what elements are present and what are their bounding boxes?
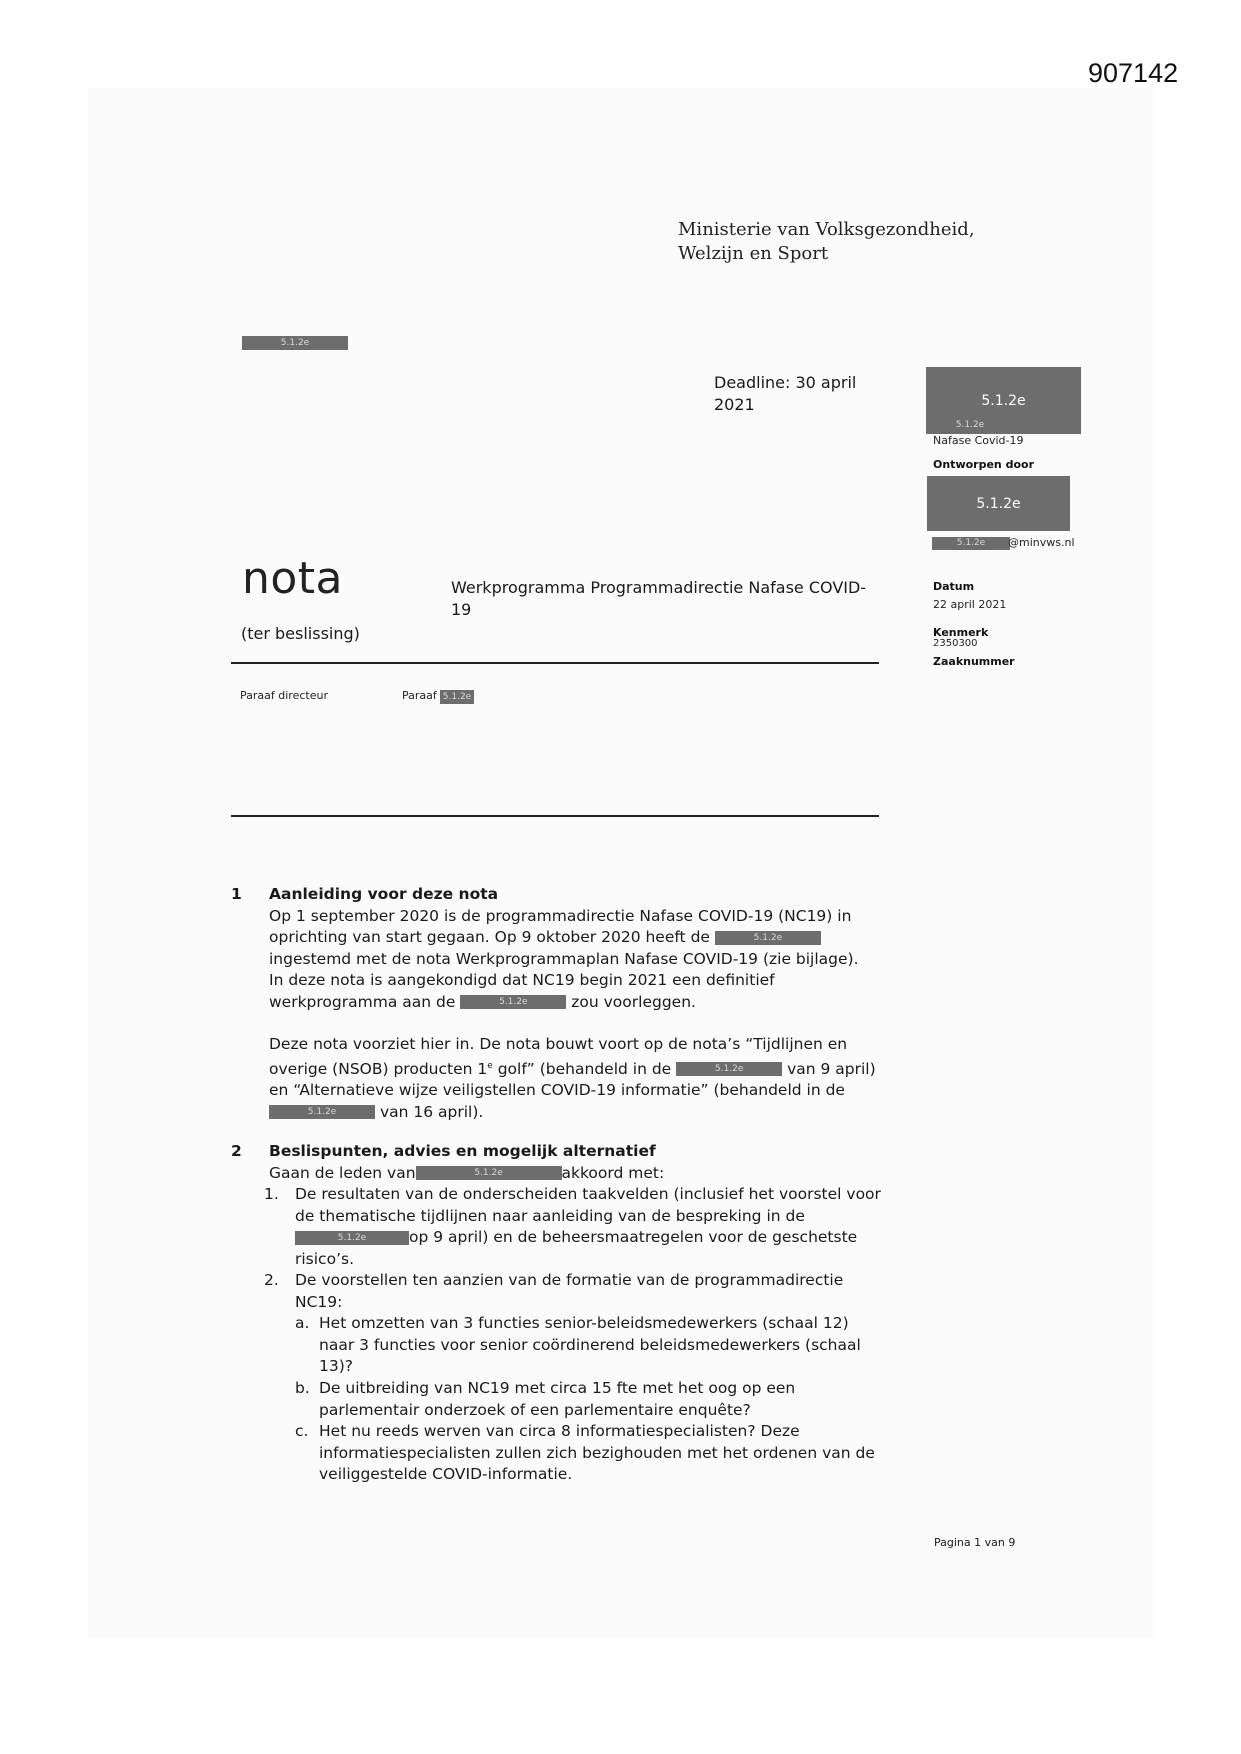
subject-line-2: 19 [451,600,472,619]
text-line: In deze nota is aangekondigd dat NC19 begin 2021 een definitief [269,971,775,989]
redaction-inline: 5.1.2e [269,1105,375,1119]
divider-bottom [231,815,879,817]
section-1-paragraph-1 [269,906,909,1014]
section-2 [231,1141,931,1481]
sidebar-date-value: 22 april 2021 [933,598,1007,611]
redaction-block: 5.1.2e [242,336,348,350]
section-1-title: Aanleiding voor deze nota [269,885,499,903]
text-line: Het nu reeds werven van circa 8 informatiespecialisten? Deze [319,1422,800,1440]
redaction-inline: 5.1.2e [460,995,566,1009]
redaction-email: 5.1.2e [932,537,1010,550]
redaction-code: 5.1.2e [976,495,1021,512]
text-line: veiliggestelde COVID-informatie. [319,1465,573,1483]
sidebar-case-label: Zaaknummer [933,655,1015,668]
section-2-title: Beslispunten, advies en mogelijk alternatief [269,1142,656,1160]
text-line: parlementair onderzoek of een parlementaire enquête? [319,1400,751,1419]
text-line: NC19: [295,1292,343,1311]
deadline-line-2: 2021 [714,395,755,414]
text-line: overige (NSOB) producten 1e golf” (behandeld in de 5.1.2e van 9 april) [269,1059,876,1078]
paraaf-other: Paraaf [402,689,437,702]
page-number: Pagina 1 van 9 [934,1536,1016,1549]
sidebar-date-label: Datum [933,580,975,593]
text-line: Het omzetten van 3 functies senior-beleidsmedewerkers (schaal 12) [319,1314,849,1332]
list-marker: 2. [264,1271,279,1289]
section-2-intro: Gaan de leden van 5.1.2e akkoord met: [269,1163,665,1182]
text-line: risico’s. [295,1249,354,1268]
list-marker: a. [295,1314,310,1332]
list-item-2a [319,1313,939,1378]
text-line: 5.1.2e van 16 april). [269,1102,909,1124]
list-item-2 [295,1270,935,1313]
ministry-line-1: Ministerie van Volksgezondheid, [678,219,975,240]
document-number: 907142 [1088,58,1179,88]
sidebar-reference-value: 2350300 [933,638,978,649]
redaction-inline: 5.1.2e [715,931,821,945]
sidebar-designed-by-label: Ontworpen door [933,458,1034,471]
list-marker: c. [295,1422,309,1440]
text-line: 13)? [319,1357,353,1375]
text-line: ingestemd met de nota Werkprogrammaplan Nafase COVID-19 (zie bijlage). [269,949,859,968]
list-marker: 1. [264,1185,279,1203]
text-line: naar 3 functies voor senior coördinerend beleidsmedewerkers (schaal [319,1335,861,1354]
list-item-1 [295,1184,935,1270]
divider-top [231,662,879,664]
text-line: 5.1.2e op 9 april) en de beheersmaatregelen voor de geschetste [295,1227,935,1249]
text-line: werkprogramma aan de 5.1.2e zou voorleggen. [269,992,696,1011]
redaction-code: 5.1.2e [981,392,1026,409]
paraaf-director: Paraaf directeur [240,689,328,702]
redaction-inline: 5.1.2e [416,1166,562,1180]
text-line: De voorstellen ten aanzien van de formatie van de programmadirectie [295,1271,844,1289]
sidebar-reference-label: Kenmerk [933,626,989,639]
text-line: De resultaten van de onderscheiden taakvelden (inclusief het voorstel voor [295,1185,881,1203]
document-purpose: (ter beslissing) [241,624,360,643]
list-marker: b. [295,1379,310,1397]
sidebar-email-suffix: @minvws.nl [1008,536,1075,549]
section-1 [231,884,931,1124]
section-1-paragraph-2 [269,1034,909,1123]
sidebar-department: Nafase Covid-19 [933,434,1024,447]
list-item-2b [319,1378,939,1421]
text-line: Op 1 september 2020 is de programmadirectie Nafase COVID-19 (NC19) in [269,906,852,925]
text-line: informatiespecialisten zullen zich bezighouden met het ordenen van de [319,1443,875,1462]
section-1-number: 1 [231,885,242,903]
document-type-title: nota [242,553,344,604]
ministry-line-2: Welzijn en Sport [678,243,829,264]
redaction-inline: 5.1.2e [676,1062,782,1076]
subject [451,577,881,621]
subject-line-1: Werkprogramma Programmadirectie Nafase COVID- [451,578,867,597]
redaction-block-sidebar-2 [927,476,1070,531]
list-item-2c [319,1421,939,1486]
text-line: de thematische tijdlijnen naar aanleiding van de bespreking in de [295,1206,805,1225]
deadline [714,372,884,416]
text-line: Deze nota voorziet hier in. De nota bouwt voort op de nota’s “Tijdlijnen en [269,1035,848,1053]
text-line: oprichting van start gegaan. Op 9 oktober 2020 heeft de 5.1.2e [269,927,909,949]
section-2-number: 2 [231,1142,242,1160]
ministry-logo-text [678,218,975,266]
text-line: De uitbreiding van NC19 met circa 15 fte met het oog op een [319,1379,796,1397]
redaction-paraaf: 5.1.2e [440,690,474,704]
redaction-small-label: 5.1.2e [955,419,985,430]
text-line: en “Alternatieve wijze veiligstellen COVID-19 informatie” (behandeld in de [269,1081,845,1100]
redaction-inline: 5.1.2e [295,1231,409,1245]
deadline-line-1: Deadline: 30 april [714,373,857,392]
